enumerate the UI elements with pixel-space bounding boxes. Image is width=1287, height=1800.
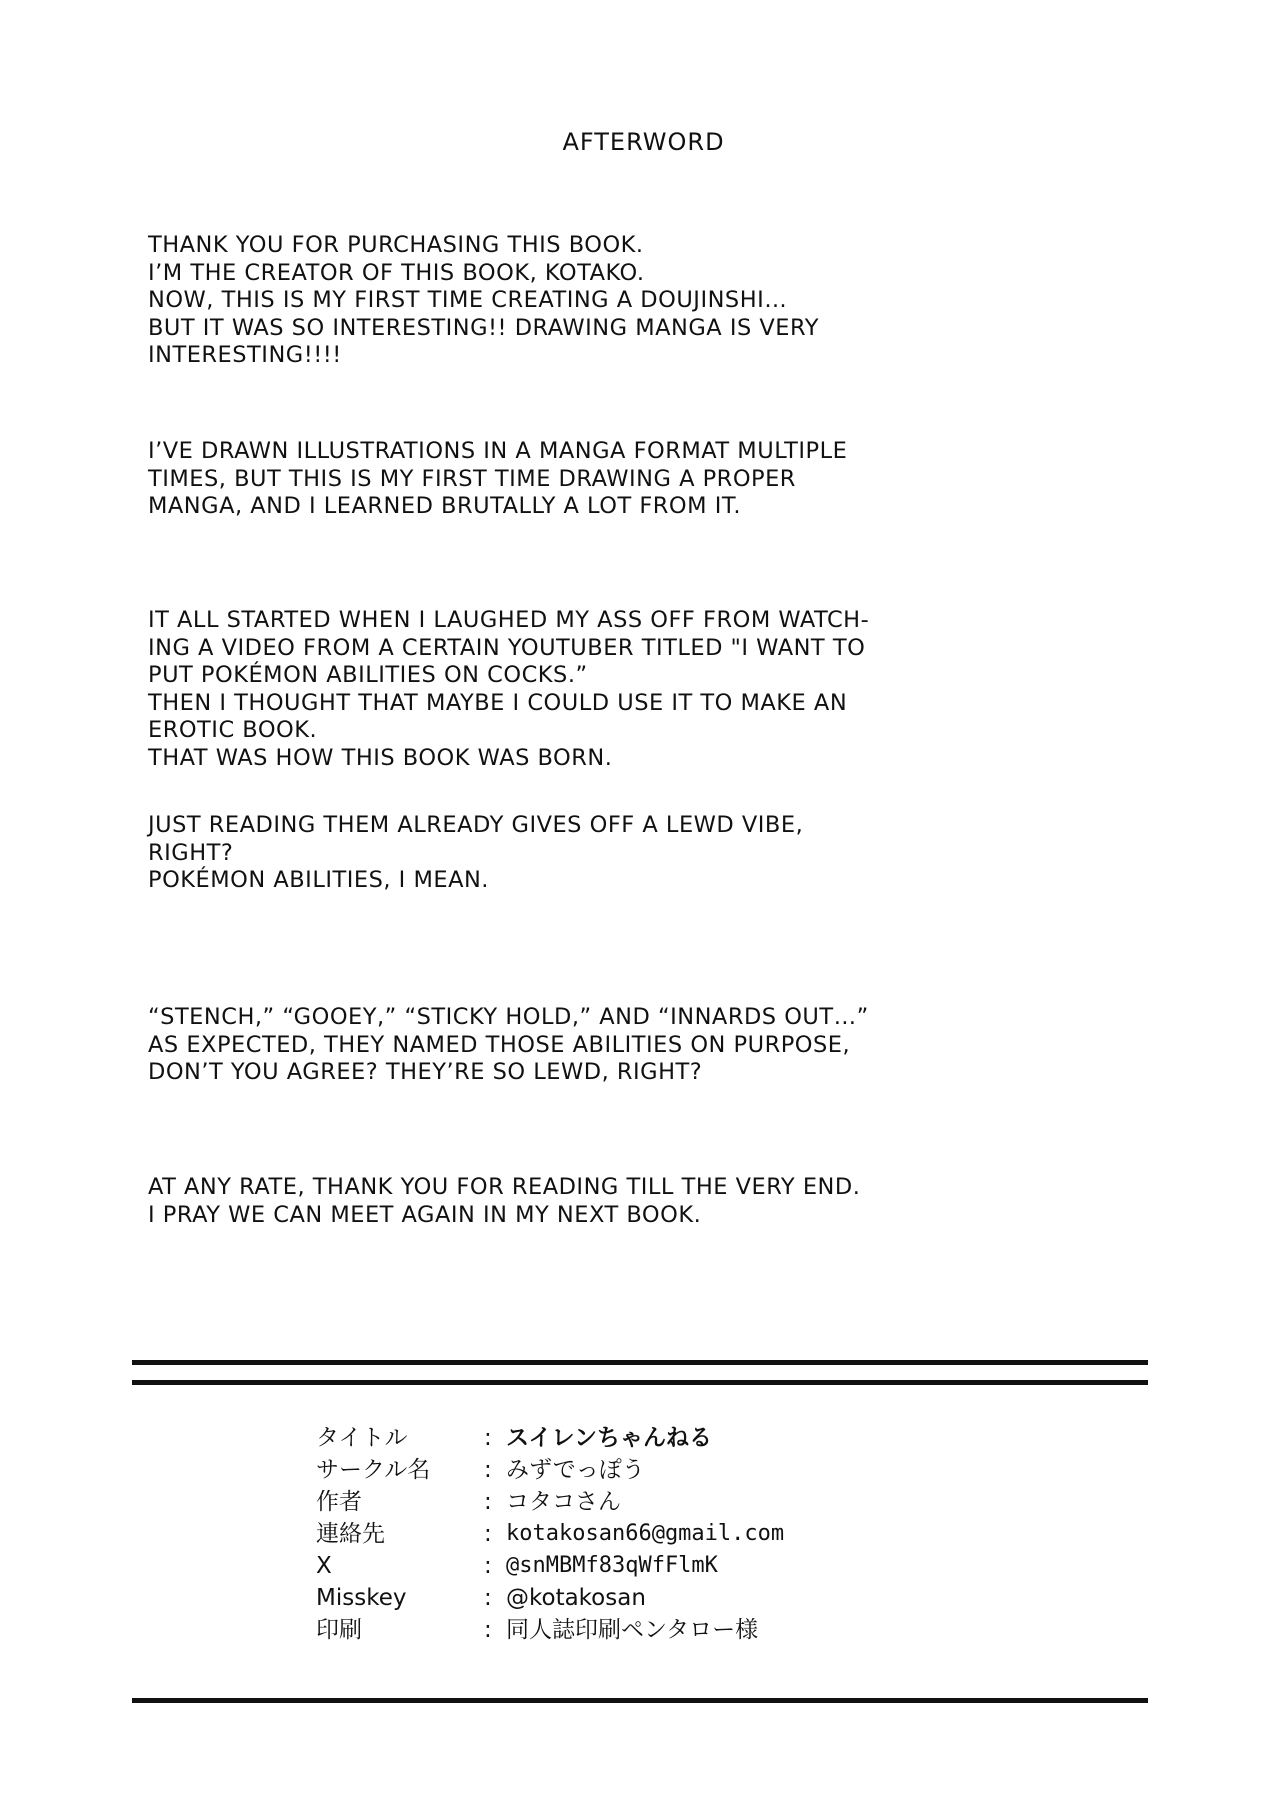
colophon-label: 印刷 [316,1617,362,1643]
colophon-value: コタコさん [506,1489,621,1515]
colophon-separator: : [484,1457,492,1483]
x-handle: @snMBMf83qWfFlmK [506,1553,718,1578]
paragraph-first-manga: I’VE DRAWN ILLUSTRATIONS IN A MANGA FORMAT MULTIPLE TIMES, BUT THIS IS MY FIRST TIME DRAWING A PROPER MANGA, AND I LEARNED BRUTALLY A LOT FROM IT. [148,438,848,519]
divider-top-1 [132,1360,1148,1365]
colophon-label: Misskey [316,1585,407,1611]
paragraph-origin: IT ALL STARTED WHEN I LAUGHED MY ASS OFF FROM WATCH- ING A VIDEO FROM A CERTAIN YOUTUBER TITLED "I WANT TO PUT POKÉMON ABILITIES ON COCKS.” THEN I THOUGHT THAT MAYBE I COULD USE IT TO MAKE AN EROTIC BOOK. THAT WAS HOW THIS BOOK WAS BORN. [148,607,870,771]
colophon-separator: : [484,1585,492,1611]
paragraph-ability-names: “STENCH,” “GOOEY,” “STICKY HOLD,” AND “INNARDS OUT…” AS EXPECTED, THEY NAMED THOSE ABILITIES ON PURPOSE, DON’T YOU AGREE? THEY’RE SO LEWD, RIGHT? [148,1004,869,1085]
paragraph-abilities: JUST READING THEM ALREADY GIVES OFF A LEWD VIBE, RIGHT? POKÉMON ABILITIES, I MEAN. [148,812,804,893]
colophon-separator: : [484,1617,492,1643]
colophon-row-author [316,1486,1016,1518]
colophon-row-printing [316,1614,1016,1646]
misskey-handle: @kotakosan [506,1585,646,1611]
divider-top-2 [132,1380,1148,1385]
colophon-separator: : [484,1489,492,1515]
colophon-label: 作者 [316,1489,362,1515]
divider-bottom [132,1698,1148,1703]
colophon-value: スイレンちゃんねる [506,1425,712,1451]
colophon-row-title [316,1422,1016,1454]
colophon-row-circle [316,1454,1016,1486]
colophon-label: サークル名 [316,1457,431,1483]
colophon-separator: : [484,1425,492,1451]
colophon-label: タイトル [316,1425,408,1451]
colophon-row-contact [316,1518,1016,1550]
colophon-label: 連絡先 [316,1521,385,1547]
page-title: AFTERWORD [562,128,725,156]
colophon-separator: : [484,1553,492,1579]
colophon-value: 同人誌印刷ペンタロー様 [506,1617,759,1643]
colophon-value: みずでっぽう [506,1457,645,1483]
colophon-row-misskey [316,1582,1016,1614]
paragraph-closing: AT ANY RATE, THANK YOU FOR READING TILL THE VERY END. I PRAY WE CAN MEET AGAIN IN MY NEXT BOOK. [148,1174,861,1228]
colophon-label: X [316,1553,332,1579]
colophon [316,1422,1016,1646]
colophon-row-x [316,1550,1016,1582]
colophon-separator: : [484,1521,492,1547]
paragraph-thanks: THANK YOU FOR PURCHASING THIS BOOK. I’M THE CREATOR OF THIS BOOK, KOTAKO. NOW, THIS IS MY FIRST TIME CREATING A DOUJINSHI… BUT IT WAS SO INTERESTING!! DRAWING MANGA IS VERY INTERESTING!!!! [148,232,819,368]
contact-email: kotakosan66@gmail.com [506,1521,785,1546]
